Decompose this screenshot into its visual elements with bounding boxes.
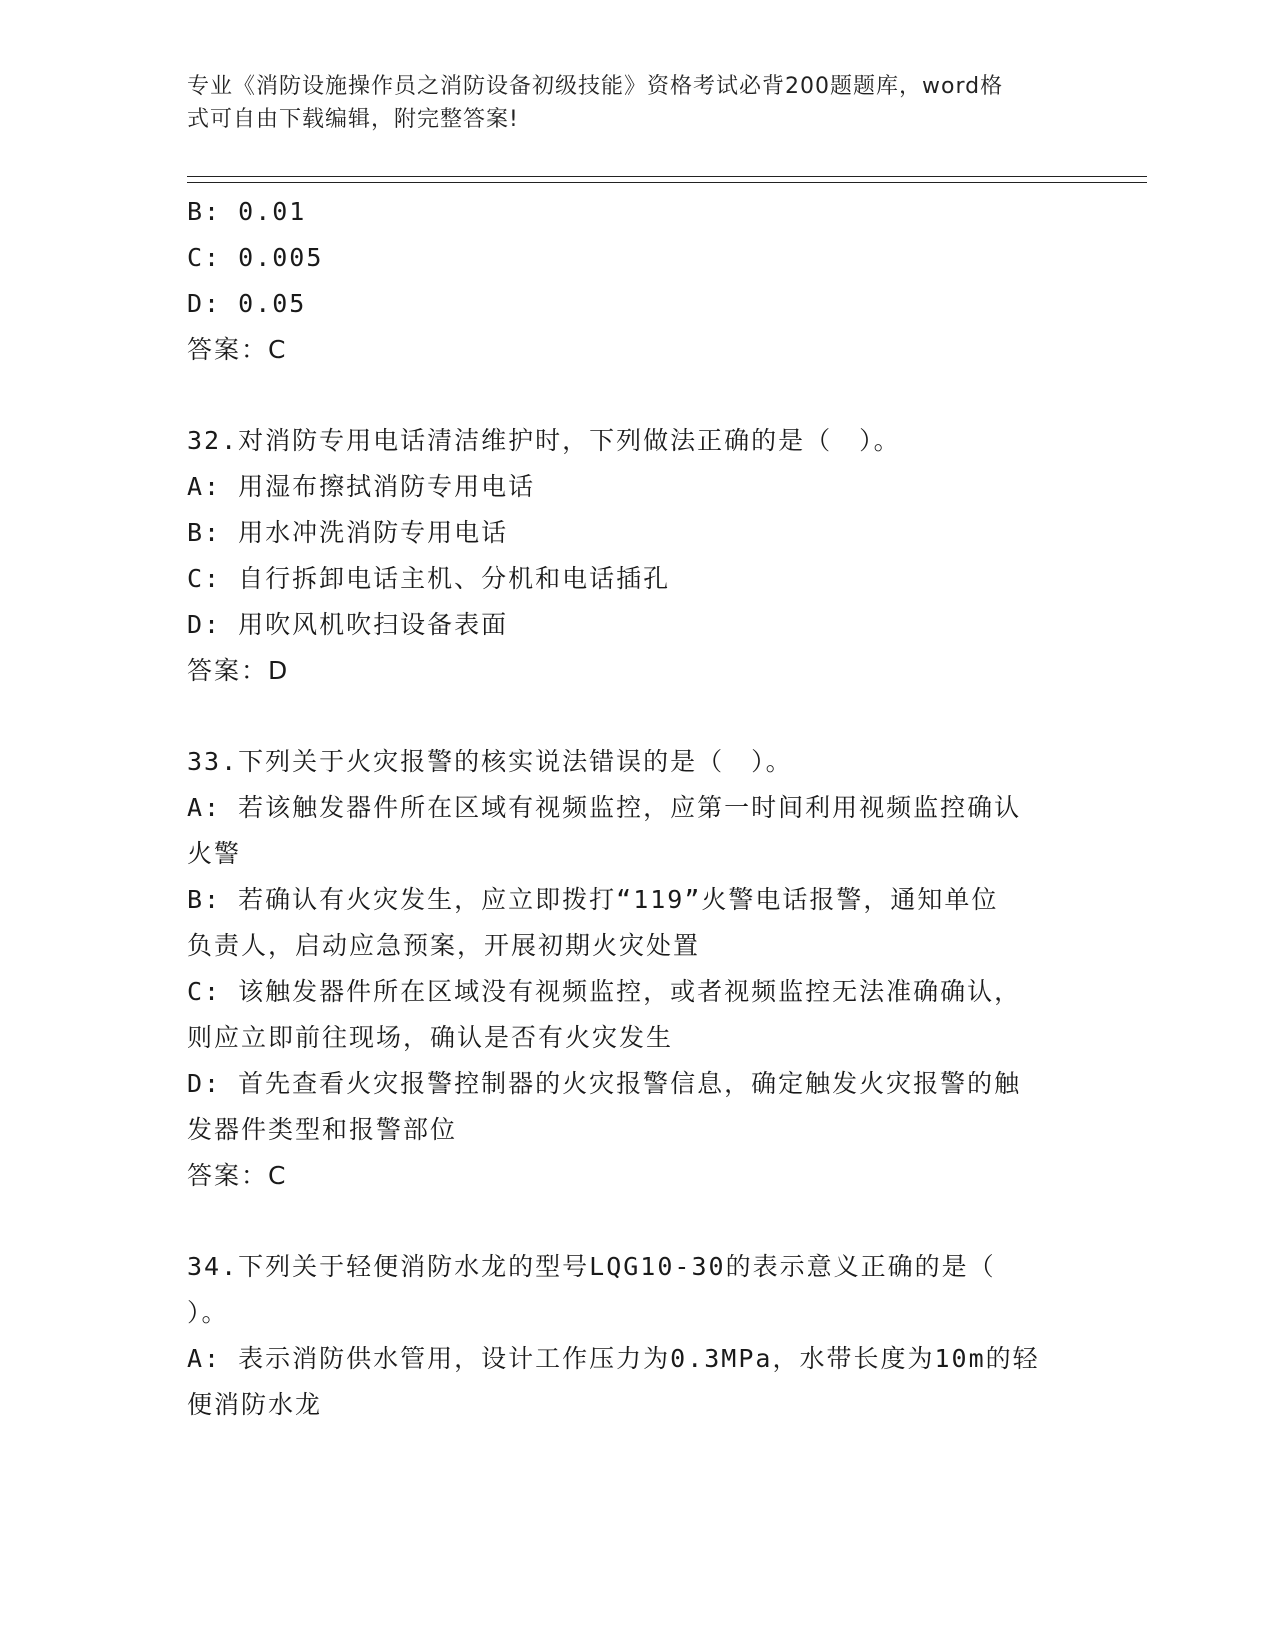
spacer bbox=[187, 373, 1087, 418]
q31-option-c: C: 0.005 bbox=[187, 243, 324, 272]
q32-stem: 32.对消防专用电话清洁维护时，下列做法正确的是（ ）。 bbox=[187, 426, 901, 455]
header-line-1: 专业《消防设施操作员之消防设备初级技能》资格考试必背200题题库，word格 bbox=[187, 74, 1004, 99]
spacer bbox=[187, 694, 1087, 739]
document-header bbox=[187, 70, 1067, 136]
header-divider-top bbox=[187, 176, 1147, 177]
q33-option-a: A: 若该触发器件所在区域有视频监控，应第一时间利用视频监控确认 bbox=[187, 793, 1022, 822]
q33-option-a-cont: 火警 bbox=[187, 839, 242, 868]
question-content bbox=[187, 189, 1087, 1428]
q33-option-c-cont: 则应立即前往现场，确认是否有火灾发生 bbox=[187, 1023, 674, 1052]
q31-option-b: B: 0.01 bbox=[187, 197, 307, 226]
header-line-2: 式可自由下载编辑，附完整答案! bbox=[187, 107, 519, 132]
q32-option-c: C: 自行拆卸电话主机、分机和电话插孔 bbox=[187, 564, 671, 593]
q34-stem: 34.下列关于轻便消防水龙的型号LQG10-30的表示意义正确的是（ bbox=[187, 1252, 996, 1281]
q33-stem: 33.下列关于火灾报警的核实说法错误的是（ ）。 bbox=[187, 747, 793, 776]
q31-option-d: D: 0.05 bbox=[187, 289, 307, 318]
q34-stem-cont: ）。 bbox=[187, 1298, 229, 1327]
q33-option-d-cont: 发器件类型和报警部位 bbox=[187, 1115, 458, 1144]
q32-option-d: D: 用吹风机吹扫设备表面 bbox=[187, 610, 509, 639]
q32-answer: 答案：D bbox=[187, 656, 290, 685]
q34-option-a-cont: 便消防水龙 bbox=[187, 1390, 323, 1419]
q33-option-c: C: 该触发器件所在区域没有视频监控，或者视频监控无法准确确认， bbox=[187, 977, 1022, 1006]
q32-option-a: A: 用湿布擦拭消防专用电话 bbox=[187, 472, 536, 501]
spacer bbox=[187, 1199, 1087, 1244]
q33-answer: 答案：C bbox=[187, 1161, 288, 1190]
q33-option-d: D: 首先查看火灾报警控制器的火灾报警信息，确定触发火灾报警的触 bbox=[187, 1069, 1022, 1098]
q31-answer: 答案：C bbox=[187, 335, 288, 364]
q34-option-a: A: 表示消防供水管用，设计工作压力为0.3MPa，水带长度为10m的轻 bbox=[187, 1344, 1040, 1373]
q33-option-b: B: 若确认有火灾发生，应立即拨打“119”火警电话报警，通知单位 bbox=[187, 885, 999, 914]
q32-option-b: B: 用水冲洗消防专用电话 bbox=[187, 518, 509, 547]
header-divider-bottom bbox=[187, 182, 1147, 183]
q33-option-b-cont: 负责人，启动应急预案，开展初期火灾处置 bbox=[187, 931, 701, 960]
